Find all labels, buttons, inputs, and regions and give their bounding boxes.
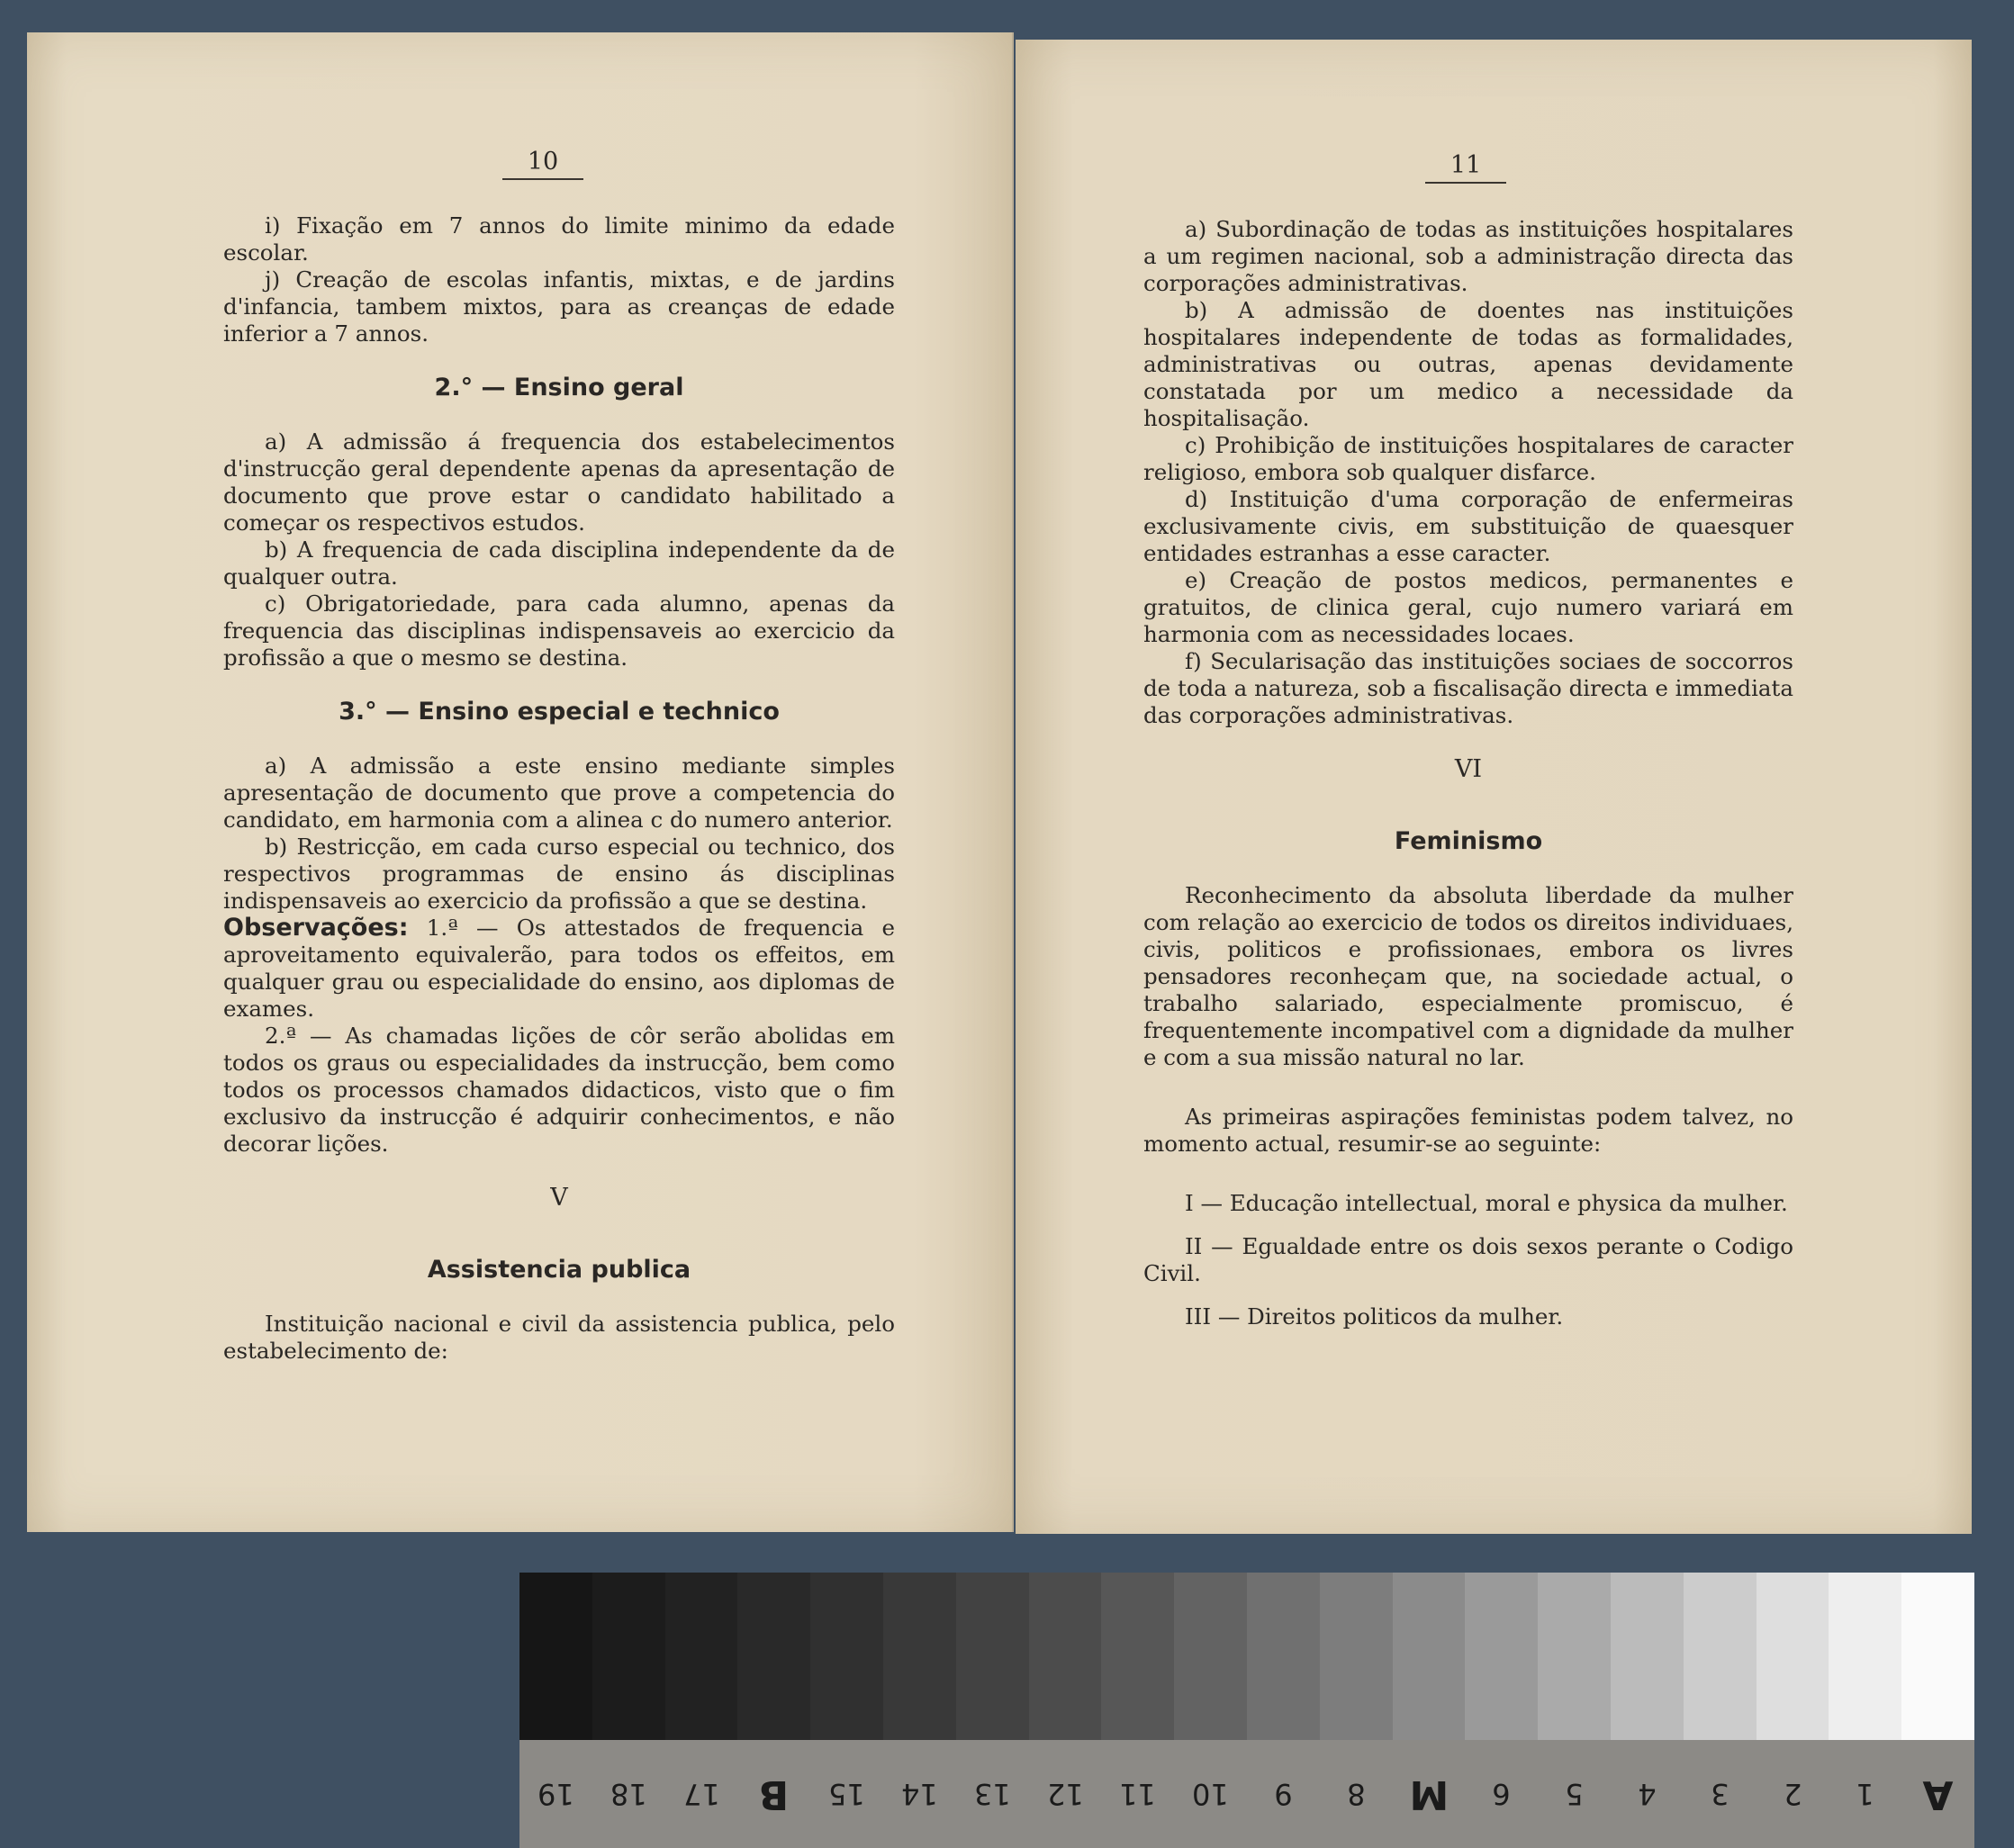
paragraph: II — Egualdade entre os dois sexos perante o Codigo Civil. (1143, 1233, 1793, 1286)
gray-swatch (1901, 1573, 1974, 1740)
scale-label: 8 (1346, 1777, 1366, 1811)
paragraph: i) Fixação em 7 annos do limite minimo da edade escolar. (223, 212, 895, 266)
observations-label: Observações: (223, 914, 409, 942)
scale-label: 10 (1192, 1777, 1229, 1811)
scale-label: M (1409, 1771, 1449, 1817)
paragraph: a) Subordinação de todas as instituições hospitalares a um regimen nacional, sob a administração directa das corporações administrativas. (1143, 216, 1793, 296)
paragraph: III — Direitos politicos da mulher. (1185, 1303, 1564, 1330)
paragraph: j) Creação de escolas infantis, mixtas, e de jardins d'infancia, tambem mixtos, para as creanças de edade inferior a 7 annos. (223, 266, 895, 347)
spacer (223, 1158, 895, 1185)
gray-swatch (1174, 1573, 1247, 1740)
spacer (1143, 1158, 1793, 1190)
scale-label: B (759, 1771, 790, 1817)
spacer (223, 1284, 895, 1311)
grayscale-swatches (519, 1573, 1974, 1740)
paragraph: 2.ª — As chamadas lições de côr serão abolidas em todos os graus ou especialidades da instrucção, bem como todos os processos chamados didacticos, visto que o fim exclusivo da instrucção é adquirir conhecimentos, e não decorar lições. (223, 1023, 895, 1157)
spacer (1143, 855, 1793, 882)
gray-swatch (1029, 1573, 1102, 1740)
observations-text: 1.ª — Os attestados de frequencia e aproveitamento equivalerão, para todos os effeitos, em qualquer grau ou especialidade do ensino, aos diplomas de exames. (223, 915, 895, 1022)
scale-label: 2 (1783, 1777, 1802, 1811)
gray-swatch (810, 1573, 883, 1740)
paragraph: Reconhecimento da absoluta liberdade da mulher com relação ao exercicio de todos os direitos individuaes, civis, politicos e profissionaes, embora os livres pensadores reconheçam que, na sociedade actual, o trabalho salariado, especialmente promiscuo, é frequentemente incompativel com a dignidade da mulher e com a sua missão natural no lar. (1143, 882, 1793, 1070)
page-number: 11 (1450, 151, 1482, 179)
paragraph: c) Prohibição de instituições hospitalares de caracter religioso, embora sob qualquer disfarce. (1143, 432, 1793, 485)
gray-swatch (1611, 1573, 1684, 1740)
scale-label: 4 (1638, 1777, 1657, 1811)
right-page-body (1016, 40, 1972, 1534)
page-number-rule (502, 178, 583, 180)
spacer (223, 726, 895, 753)
section-heading: 2.° — Ensino geral (434, 374, 684, 401)
gray-swatch (519, 1573, 592, 1740)
paragraph: As primeiras aspirações feministas podem talvez, no momento actual, resumir-se ao seguinte: (1143, 1104, 1793, 1157)
spacer (223, 1212, 895, 1230)
gray-swatch (1393, 1573, 1466, 1740)
color-calibration-chart (519, 1573, 1974, 1848)
spacer (223, 401, 895, 428)
chapter-numeral: VI (1454, 755, 1483, 783)
chapter-numeral: V (550, 1184, 568, 1212)
scale-label: 19 (537, 1777, 574, 1811)
left-page (27, 32, 1014, 1532)
spacer (1143, 729, 1793, 756)
gray-swatch (1757, 1573, 1829, 1740)
scale-label: 15 (828, 1777, 865, 1811)
section-heading: Feminismo (1394, 827, 1543, 855)
scale-label: 5 (1565, 1777, 1584, 1811)
page-number: 10 (527, 148, 559, 176)
paragraph: Instituição nacional e civil da assistencia publica, pelo estabelecimento de: (223, 1311, 895, 1364)
paragraph: d) Instituição d'uma corporação de enfermeiras exclusivamente civis, em substituição de quaesquer entidades estranhas a esse caracter. (1143, 486, 1793, 566)
spacer (1143, 1071, 1793, 1104)
section-heading: 3.° — Ensino especial e technico (339, 698, 780, 726)
section-heading: Assistencia publica (427, 1256, 691, 1284)
paragraph: c) Obrigatoriedade, para cada alumno, apenas da frequencia das disciplinas indispensaveis ao exercicio da profissão a que o mesmo se destina. (223, 590, 895, 671)
scale-label: 6 (1492, 1777, 1511, 1811)
gray-swatch (1320, 1573, 1393, 1740)
gray-swatch (1247, 1573, 1320, 1740)
spacer (223, 672, 895, 699)
gray-swatch (737, 1573, 810, 1740)
gray-swatch (1101, 1573, 1174, 1740)
scale-label: 14 (901, 1777, 938, 1811)
spacer (223, 1230, 895, 1257)
gray-swatch (1465, 1573, 1538, 1740)
gray-swatch (883, 1573, 956, 1740)
scale-label: 1 (1856, 1777, 1874, 1811)
spacer (1143, 783, 1793, 801)
scale-label: 17 (682, 1777, 720, 1811)
scale-label: A (1922, 1771, 1954, 1817)
paragraph: a) A admissão á frequencia dos estabelecimentos d'instrucção geral dependente apenas da apresentação de documento que prove estar o candidato habilitado a começar os respectivos estudos. (223, 428, 895, 536)
scale-label: 13 (973, 1777, 1011, 1811)
paragraph: e) Creação de postos medicos, permanentes e gratuitos, de clinica geral, cujo numero variará em harmonia com as necessidades locaes. (1143, 567, 1793, 647)
paragraph: f) Secularisação das instituições sociaes de soccorros de toda a natureza, sob a fiscalisação directa e immediata das corporações administrativas. (1143, 648, 1793, 728)
scale-ruler (519, 1740, 1974, 1848)
spacer (1143, 1287, 1793, 1303)
gray-swatch (1538, 1573, 1611, 1740)
gray-swatch (1684, 1573, 1757, 1740)
gray-swatch (956, 1573, 1029, 1740)
gray-swatch (1829, 1573, 1901, 1740)
right-page-text (1143, 216, 1793, 1330)
scale-label: 9 (1274, 1777, 1293, 1811)
scale-label: 12 (1046, 1777, 1084, 1811)
paragraph: b) A admissão de doentes nas instituições hospitalares independente de todas as formalidades, administrativas ou outras, apenas devidamente constatada por um medico a necessidade da hospitalisação. (1143, 297, 1793, 431)
scale-label: 11 (1119, 1777, 1157, 1811)
observations-paragraph (223, 915, 895, 1023)
gray-swatch (592, 1573, 665, 1740)
gray-swatch (665, 1573, 738, 1740)
paragraph: a) A admissão a este ensino mediante simples apresentação de documento que prove a competencia do candidato, em harmonia com a alinea c do numero anterior. (223, 753, 895, 833)
page-number-rule (1425, 182, 1506, 184)
spacer (1143, 801, 1793, 828)
paragraph: b) Restricção, em cada curso especial ou technico, dos respectivos programmas de ensino ás disciplinas indispensaveis ao exercicio da profissão a que se destina. (223, 834, 895, 914)
spacer (1143, 1217, 1793, 1233)
scale-label: 18 (610, 1777, 647, 1811)
scale-label: 3 (1710, 1777, 1730, 1811)
spacer (223, 347, 895, 374)
left-page-text (223, 212, 895, 1365)
paragraph: b) A frequencia de cada disciplina independente da de qualquer outra. (223, 536, 895, 590)
paragraph: I — Educação intellectual, moral e physica da mulher. (1185, 1190, 1788, 1216)
